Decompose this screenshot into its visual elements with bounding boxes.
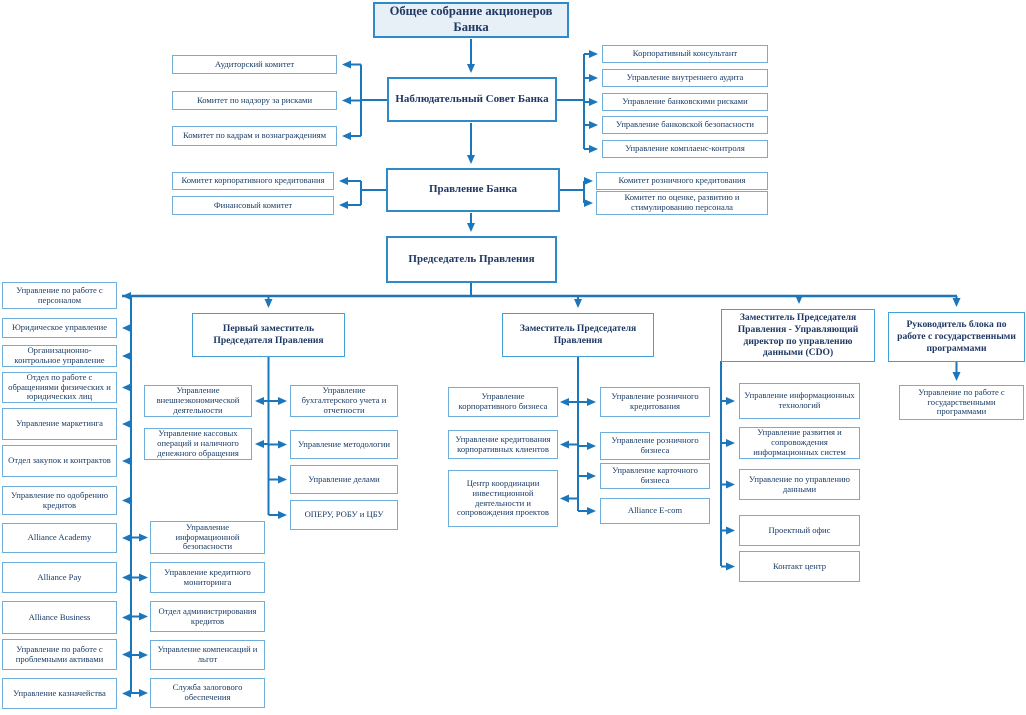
node-data-management: Управление по управлению данными [739, 469, 860, 500]
node-foreign-economic: Управление внешнеэкономической деятельности [144, 385, 252, 417]
node-marketing: Управление маркетинга [2, 408, 117, 440]
node-general-meeting: Общее собрание акционеров Банка [373, 2, 569, 38]
node-management-board: Правление Банка [386, 168, 560, 212]
node-cash-operations: Управление кассовых операций и наличного денежного обращения [144, 428, 252, 460]
node-personnel-committee: Комитет по оценке, развитию и стимулированию персонала [596, 191, 768, 215]
node-alliance-pay: Alliance Pay [2, 562, 117, 593]
node-problem-assets: Управление по работе с проблемными активами [2, 639, 117, 670]
node-first-deputy: Первый заместитель Председателя Правления [192, 313, 345, 357]
node-org-control: Организационно-контрольное управление [2, 345, 117, 367]
node-supervisory-board: Наблюдательный Совет Банка [387, 77, 557, 122]
node-retail-lending: Управление розничного кредитования [600, 387, 710, 417]
node-procurement: Отдел закупок и контрактов [2, 445, 117, 477]
node-bank-security: Управление банковской безопасности [602, 116, 768, 134]
node-alliance-academy: Alliance Academy [2, 523, 117, 553]
node-administration: Управление делами [290, 465, 398, 494]
node-risk-oversight-committee: Комитет по надзору за рисками [172, 91, 337, 110]
node-chairman: Председатель Правления [386, 236, 557, 283]
node-methodology: Управление методологии [290, 430, 398, 459]
node-it-department: Управление информационных технологий [739, 383, 860, 419]
node-deputy-cdo: Заместитель Председателя Правления - Управляющий директор по управлению данными (CDO) [721, 309, 875, 362]
node-internal-audit: Управление внутреннего аудита [602, 69, 768, 87]
node-card-business: Управление карточного бизнеса [600, 463, 710, 489]
node-citizens-appeals: Отдел по работе с обращениями физических и юридических лиц [2, 372, 117, 403]
node-accounting: Управление бухгалтерского учета и отчетности [290, 385, 398, 417]
node-corporate-lending: Управление кредитования корпоративных клиентов [448, 430, 558, 459]
node-deputy: Заместитель Председателя Правления [502, 313, 654, 357]
node-gov-programs: Управление по работе с государственными программами [899, 385, 1024, 420]
node-info-security: Управление информационной безопасности [150, 521, 265, 554]
node-operu: ОПЕРУ, РОБУ и ЦБУ [290, 500, 398, 530]
node-retail-credit-committee: Комитет розничного кредитования [596, 172, 768, 190]
node-gov-block-head: Руководитель блока по работе с государственными программами [888, 312, 1025, 362]
node-contact-center: Контакт центр [739, 551, 860, 582]
node-compensation-benefits: Управление компенсаций и льгот [150, 640, 265, 670]
node-corporate-business: Управление корпоративного бизнеса [448, 387, 558, 417]
node-credit-approval: Управление по одобрению кредитов [2, 486, 117, 515]
node-collateral-service: Служба залогового обеспечения [150, 678, 265, 708]
node-credit-administration: Отдел администрирования кредитов [150, 601, 265, 632]
node-hr-remuneration-committee: Комитет по кадрам и вознаграждениям [172, 126, 337, 146]
node-financial-committee: Финансовый комитет [172, 196, 334, 215]
node-alliance-business: Alliance Business [2, 601, 117, 634]
node-retail-business: Управление розничного бизнеса [600, 432, 710, 460]
node-alliance-ecom: Alliance E-com [600, 498, 710, 524]
node-credit-monitoring: Управление кредитного мониторинга [150, 562, 265, 593]
node-corporate-consultant: Корпоративный консультант [602, 45, 768, 63]
node-investment-center: Центр координации инвестиционной деятельности и сопровождения проектов [448, 470, 558, 527]
node-corporate-credit-committee: Комитет корпоративного кредитования [172, 172, 334, 190]
node-is-development: Управление развития и сопровождения информационных систем [739, 427, 860, 459]
node-project-office: Проектный офис [739, 515, 860, 546]
node-hr-department: Управление по работе с персоналом [2, 282, 117, 309]
node-audit-committee: Аудиторский комитет [172, 55, 337, 74]
node-legal: Юридическое управление [2, 318, 117, 338]
node-treasury: Управление казначейства [2, 678, 117, 709]
node-bank-risks: Управление банковскими рисками [602, 93, 768, 111]
node-compliance-control: Управление комплаенс-контроля [602, 140, 768, 158]
